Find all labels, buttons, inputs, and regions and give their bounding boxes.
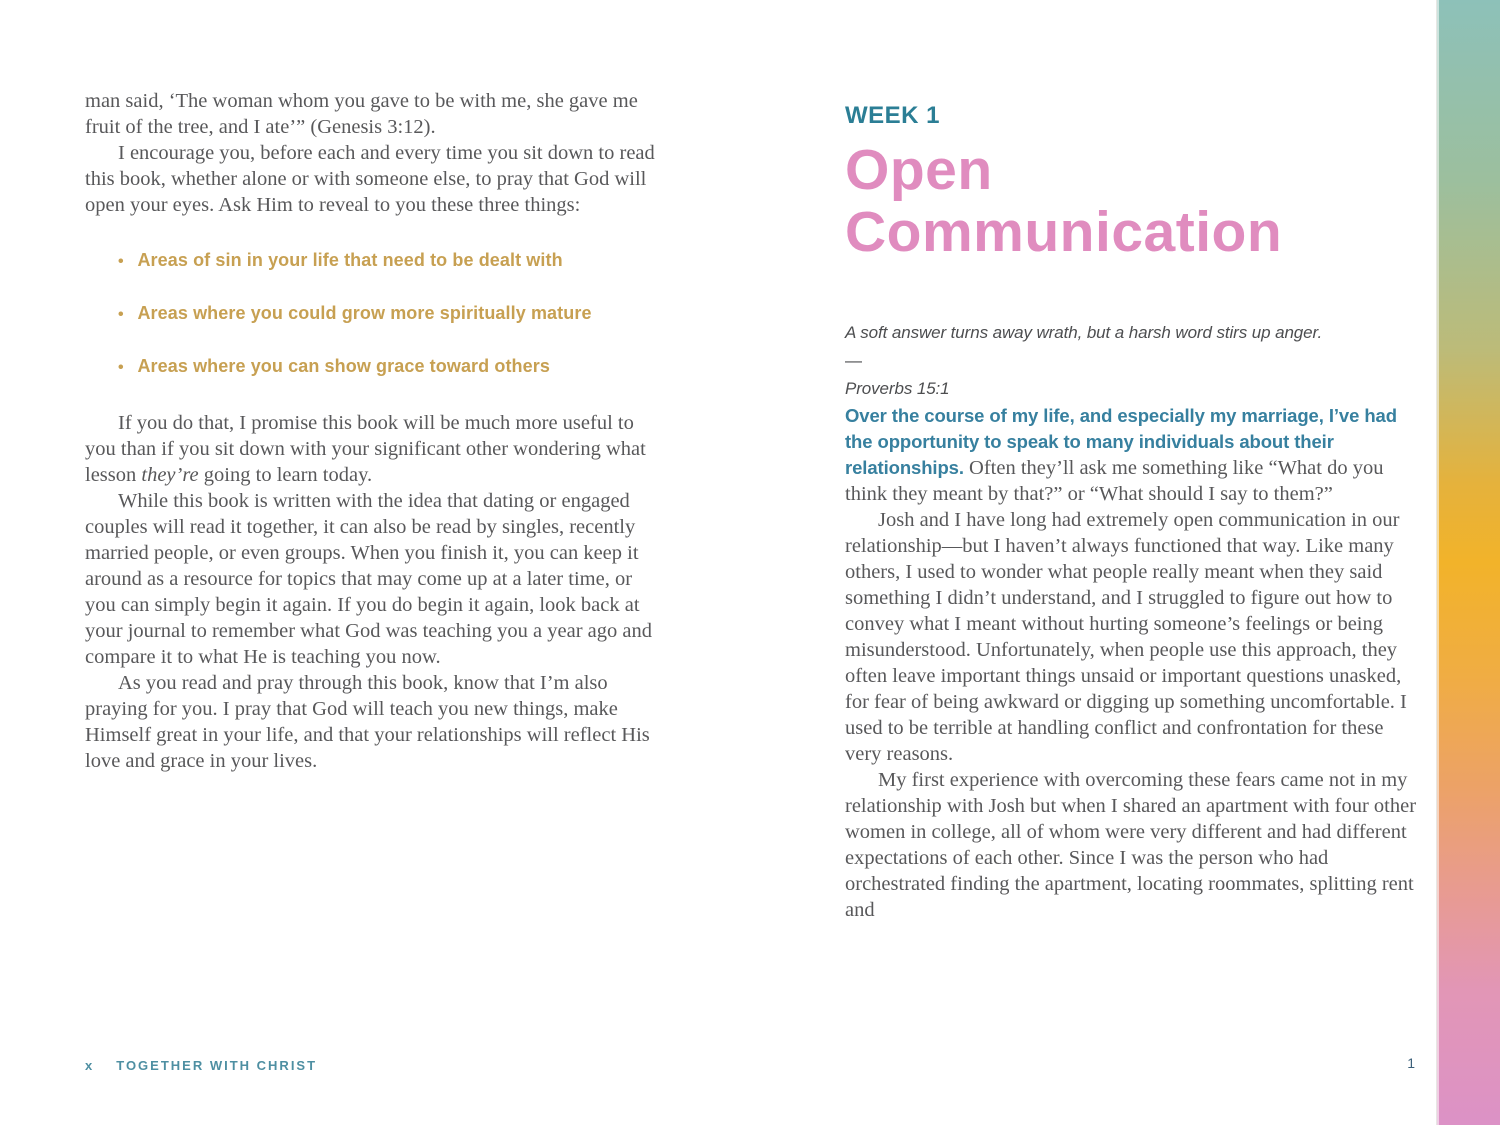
verse-quote: A soft answer turns away wrath, but a harsh word stirs up anger. [845,323,1323,342]
week-label: WEEK 1 [845,102,941,129]
chapter-title-line1: Open [845,138,993,202]
footer-left-page-number: x [85,1058,95,1073]
chapter-title [845,139,1417,263]
paragraph-while: While this book is written with the idea that dating or engaged couples will read it together, it can also be read by singles, recently married people, or even groups. When you finish it, you can keep it around as a resource for topics that may come up at a later time, or you can simply begin it again. If you do begin it again, look back at your journal to remember what God was teaching you a year ago and compare it to what He is teaching you now. [85,490,652,668]
right-page-text-column [845,103,1417,923]
bullet-item-label: Areas of sin in your life that need to be dealt with [137,250,563,270]
paragraph-pray: As you read and pray through this book, know that I’m also praying for you. I pray that God will teach you new things, make Himself great in your life, and that your relationships will reflect His love and grace in your lives. [85,672,650,772]
bullet-icon: • [118,359,124,376]
paragraph-promise-before: If you do that, I promise this book will be much more useful to you than if you sit down with your significant other wondering what lesson [85,412,646,486]
paragraph-josh: Josh and I have long had extremely open communication in our relationship—but I haven’t always functioned that way. Like many others, I used to wonder what people really meant when they said something I didn’t understand, and I struggled to figure out how to convey what I meant without hurting someone’s feelings or being misunderstood. Unfortunately, when people use this approach, they often leave important things unsaid or important questions unasked, for fear of being awkward or digging up something uncomfortable. I used to be terrible at handling conflict and confrontation for these very reasons. [845,509,1407,765]
bullet-icon: • [118,253,124,270]
paragraph-promise [85,410,661,488]
paragraph-promise-after: going to learn today. [198,464,373,486]
verse-block [845,319,1417,403]
paragraph-encourage: I encourage you, before each and every time you sit down to read this book, whether alone or with someone else, to pray that God will open your eyes. Ask Him to reveal to you these three things: [85,142,655,216]
bullet-item [118,354,661,380]
chapter-title-line2: Communication [845,200,1283,264]
bullet-item-label: Areas where you can show grace toward others [137,356,550,376]
bullet-list [85,248,661,380]
bullet-item [118,301,661,327]
paragraph-promise-italic: they’re [141,464,199,486]
lead-paragraph [845,403,1417,507]
footer-right-page-number: 1 [1407,1055,1415,1071]
left-page-text-column [85,88,661,774]
lead-paragraph-rest: Often they’ll ask me something like “What do you think they meant by that?” or “What should I say to them?” [845,457,1384,505]
verse-reference: Proverbs 15:1 [845,379,950,398]
bullet-item-label: Areas where you could grow more spiritually mature [137,303,592,323]
footer-left [85,1058,317,1073]
lead-paragraph-highlight: Over the course of my life, and especially my marriage, I’ve had the opportunity to speak to many individuals about their relationships. [845,405,1397,478]
paragraph-genesis-continuation: man said, ‘The woman whom you gave to be with me, she gave me fruit of the tree, and I ate’” (Genesis 3:12). [85,90,638,138]
paragraph-experience: My first experience with overcoming these fears came not in my relationship with Josh but when I shared an apartment with four other women in college, all of whom were very different and had different expectations of each other. Since I was the person who had orchestrated finding the apartment, locating roommates, splitting rent and [845,769,1417,921]
page-edge-gradient-strip [1437,0,1500,1125]
bullet-icon: • [118,306,124,323]
footer-book-title: TOGETHER WITH CHRIST [116,1058,318,1073]
bullet-item [118,248,661,274]
verse-dash: — [845,351,862,370]
